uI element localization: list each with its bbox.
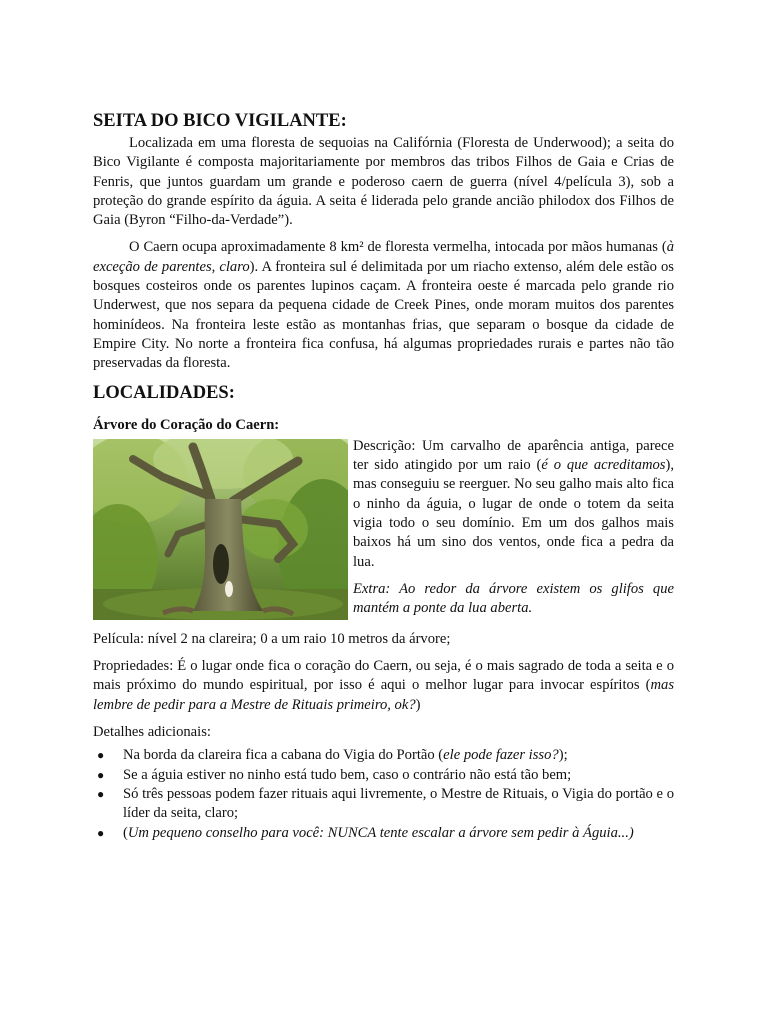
list-item-text [123,746,674,765]
tree-description-column [353,437,674,620]
list-item-text: Se a águia estiver no ninho está tudo bem, caso o contrário não está tão bem; [123,766,572,783]
bullet-icon: ● [97,748,105,763]
bullet-icon: ● [97,786,105,801]
document-body [93,110,674,843]
bullet-icon: ● [97,767,105,782]
document-title: SEITA DO BICO VIGILANTE: [93,111,347,131]
list-item-text-b: ); [558,747,568,764]
intro-paragraph-2 [93,238,674,373]
pelicula-line: Película: nível 2 na clareira; 0 a um raio 10 metros da árvore; [93,630,451,647]
intro-p2-text-b: ). A fronteira sul é delimitada por um riacho extenso, além dele estão os bosques costeiros onde os parentes lupinos caçam. A fronteira oeste é marcada pelo grande rio Underwest, que nos separa da pequena cidade de Creek Pines, onde moram muitos dos parentes hominídeos. Na fronteira leste estão as montanhas frias, que separam o bosque da cidade de Empire City. No norte a fronteira fica confusa, há algumas propriedades rurais e partes não tão preservadas da floresta. [93,258,674,372]
list-item-emphasis: ele pode fazer isso? [443,747,559,764]
list-item [93,766,674,785]
intro-p2-text-a: O Caern ocupa aproximadamente 8 km² de floresta vermelha, intocada por mãos humanas ( [129,239,667,256]
bullet-icon: ● [97,825,105,840]
localidades-heading: LOCALIDADES: [93,382,235,403]
tree-desc-emphasis: é o que acreditamos [541,457,666,474]
list-item [93,785,674,824]
tree-section [93,437,674,620]
tree-extra [353,580,674,619]
list-item-text-a: ( [123,824,128,841]
intro-paragraph-1: Localizada em uma floresta de sequoias na Califórnia (Floresta de Underwood); a seita do Bico Vigilante é composta majoritariamente por membros das tribos Filhos de Gaia e Crias de Fenris, que juntos guardam um grande e poderoso caern de guerra (nível 4/película 3), sob a proteção do grande espírito da águia. A seita é liderada pelo grande ancião philodox dos Filhos de Gaia (Byron “Filho-da-Verdade”). [93,135,674,229]
tree-desc-text-a: Descrição: Um carvalho de aparência antiga, parece ter sido atingido por um raio ( [353,437,674,474]
propriedades-text-b: ) [415,696,421,713]
location-subheading: Árvore do Coração do Caern: [93,416,280,433]
tree-extra-text: Extra: Ao redor da árvore existem os glifos que mantém a ponte da lua aberta. [353,580,674,617]
tree-description [353,437,674,572]
propriedades-paragraph [93,657,674,715]
tree-desc-text-b: ), mas conseguiu se reerguer. No seu galho mais alto fica o ninho da águia, o lugar de onde o totem da seita vigia todo o seu domínio. Em um dos galhos mais baixos há um sino dos ventos, onde fica a pedra da lua. [353,457,674,570]
list-item-text-a: Na borda da clareira fica a cabana do Vigia do Portão ( [123,747,444,764]
intro-p2-emphasis: à exceção de parentes, claro [93,239,674,275]
propriedades-emphasis: mas lembre de pedir para a Mestre de Rituais primeiro, ok? [93,677,674,713]
list-item [93,824,674,843]
list-item-text: Só três pessoas podem fazer rituais aqui livremente, o Mestre de Rituais, o Vigia do portão e o líder da seita, claro; [123,785,674,822]
list-item-emphasis: Um pequeno conselho para você: NUNCA tente escalar a árvore sem pedir à Águia...) [127,824,634,841]
list-item [93,746,674,765]
propriedades-text-a: Propriedades: É o lugar onde fica o coração do Caern, ou seja, é o mais sagrado de toda a seita e o mais próximo do mundo espiritual, por isso é aqui o melhor lugar para invocar espíritos ( [93,658,674,694]
tree-photo [93,439,348,620]
list-item-text [123,824,674,843]
detalhes-list [93,746,674,842]
detalhes-label: Detalhes adicionais: [93,724,211,741]
